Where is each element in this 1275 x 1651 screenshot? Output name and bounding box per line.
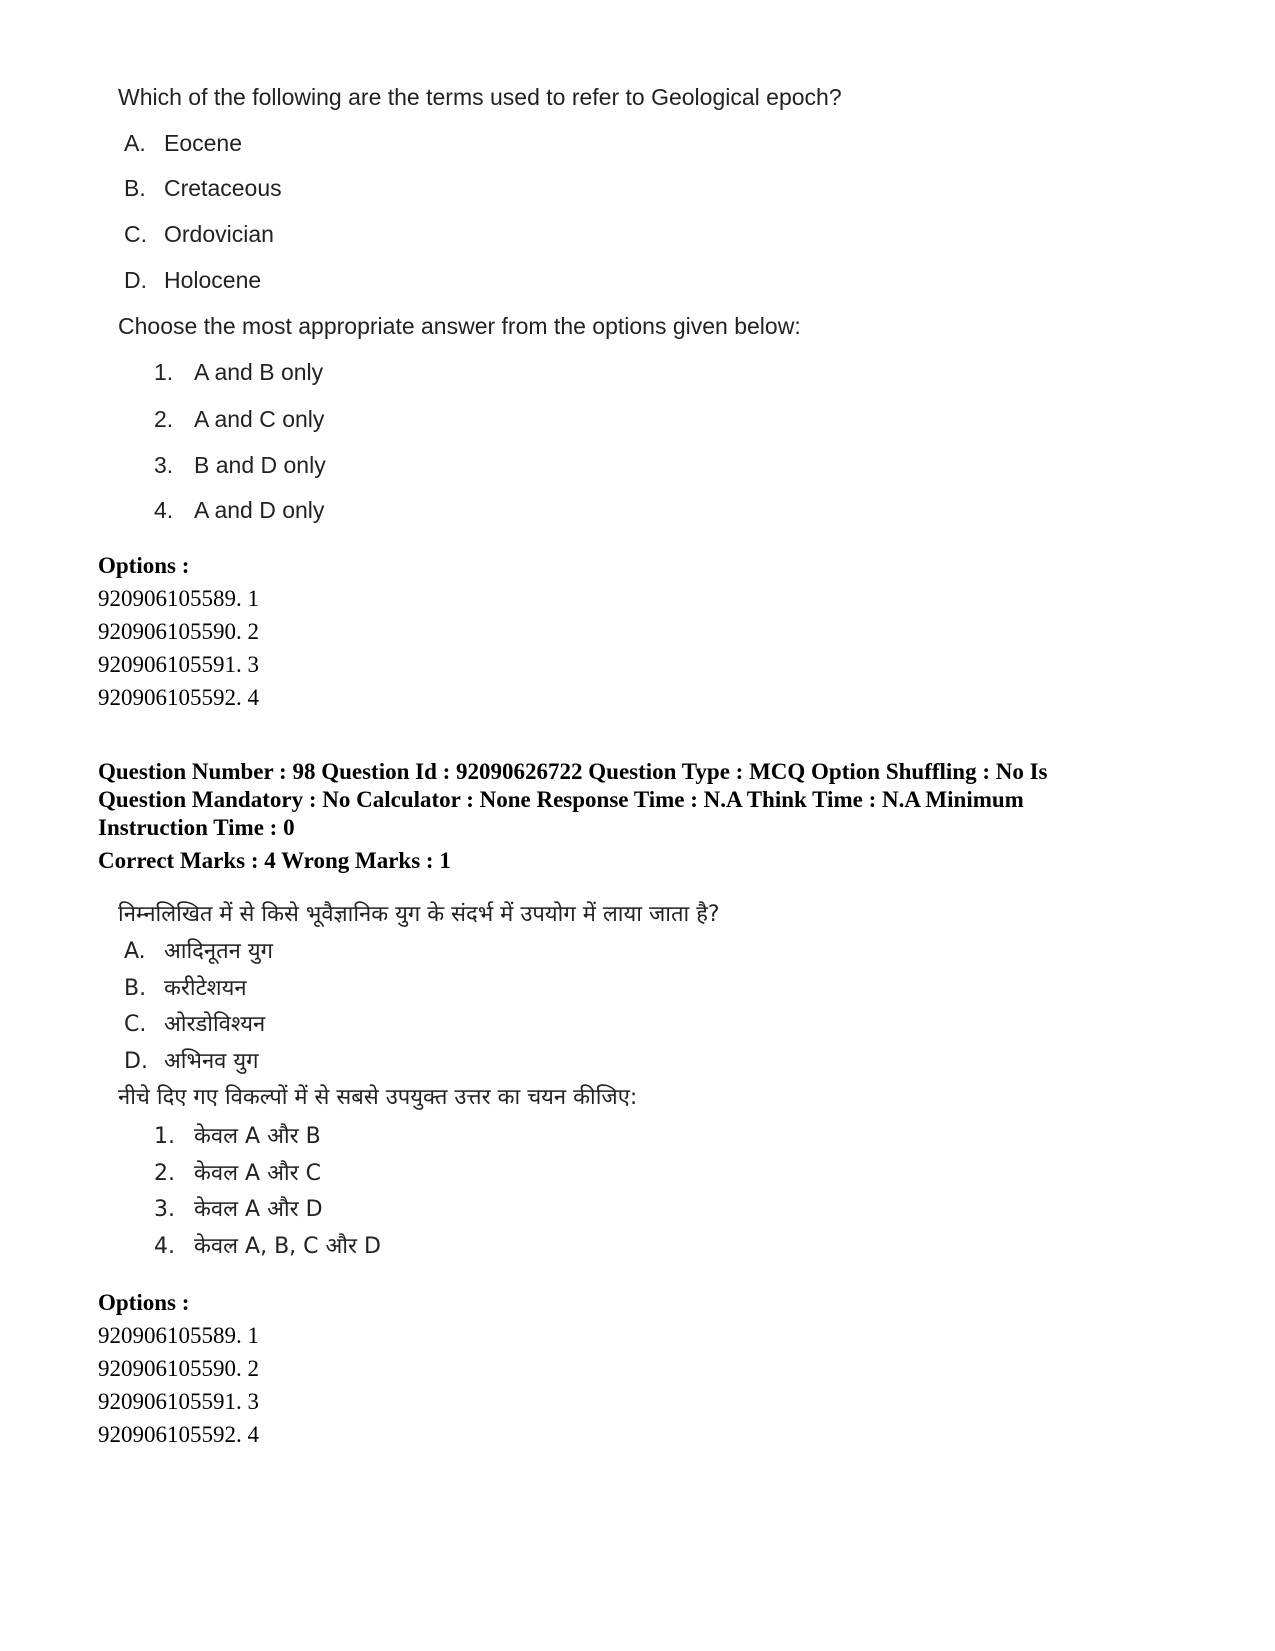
- item-text: Holocene: [164, 267, 262, 293]
- item-label: A.: [124, 130, 146, 156]
- answer-label: 4.: [154, 497, 174, 523]
- list-item: [100, 937, 273, 967]
- list-item: [100, 219, 274, 249]
- list-item: [100, 974, 247, 1004]
- item-label: C.: [124, 1012, 147, 1037]
- options-header: Options :: [98, 553, 190, 578]
- question-metadata: [98, 758, 1218, 875]
- metadata-line: Instruction Time : 0: [98, 815, 295, 840]
- options-list: [98, 1286, 259, 1451]
- answer-choice: [100, 450, 326, 480]
- item-label: C.: [124, 221, 147, 247]
- answer-text: केवल A और C: [194, 1161, 321, 1186]
- list-item: [100, 128, 242, 158]
- option-line: 920906105590. 2: [98, 619, 259, 644]
- marks-line: Correct Marks : 4 Wrong Marks : 1: [98, 848, 451, 873]
- option-line: 920906105592. 4: [98, 685, 259, 710]
- list-item: [100, 173, 282, 203]
- answer-label: 4.: [154, 1234, 175, 1259]
- option-line: 920906105592. 4: [98, 1422, 259, 1447]
- list-item: [100, 1047, 259, 1077]
- options-list: [98, 549, 259, 714]
- options-header: Options :: [98, 1290, 190, 1315]
- metadata-line: Question Mandatory : No Calculator : None Response Time : N.A Think Time : N.A Minimum: [98, 787, 1024, 812]
- answer-choice: [100, 1195, 323, 1225]
- item-label: D.: [124, 267, 147, 293]
- option-line: 920906105591. 3: [98, 652, 259, 677]
- item-label: D.: [124, 1049, 148, 1074]
- answer-text: केवल A और D: [194, 1197, 323, 1222]
- answer-label: 3.: [154, 1197, 175, 1222]
- option-line: 920906105589. 1: [98, 1323, 259, 1348]
- option-line: 920906105591. 3: [98, 1389, 259, 1414]
- item-label: A.: [124, 939, 146, 964]
- option-line: 920906105590. 2: [98, 1356, 259, 1381]
- answer-text: B and D only: [194, 452, 326, 478]
- answer-choice: [100, 1122, 321, 1152]
- list-item: [100, 1010, 265, 1040]
- question-image-hindi: [100, 900, 1000, 1270]
- question-instruction: नीचे दिए गए विकल्पों में से सबसे उपयुक्त उत्तर का चयन कीजिए:: [118, 1085, 638, 1110]
- question-image-english: [100, 82, 1000, 532]
- item-text: Ordovician: [164, 221, 274, 247]
- item-text: अभिनव युग: [164, 1049, 259, 1074]
- answer-choice: [100, 404, 324, 434]
- item-label: B.: [124, 976, 147, 1001]
- answer-label: 1.: [154, 359, 174, 385]
- answer-label: 1.: [154, 1124, 175, 1149]
- answer-label: 2.: [154, 406, 174, 432]
- option-line: 920906105589. 1: [98, 586, 259, 611]
- item-text: ओरडोविश्यन: [164, 1012, 266, 1037]
- item-label: B.: [124, 175, 146, 201]
- item-text: Eocene: [164, 130, 243, 156]
- answer-text: A and D only: [194, 497, 325, 523]
- list-item: [100, 265, 261, 295]
- item-text: करीटेशयन: [164, 976, 247, 1001]
- metadata-line: Question Number : 98 Question Id : 92090626722 Question Type : MCQ Option Shuffling : No Is: [98, 759, 1048, 784]
- answer-choice: [100, 357, 323, 387]
- item-text: Cretaceous: [164, 175, 282, 201]
- item-text: आदिनूतन युग: [164, 939, 273, 964]
- question-stem: निम्नलिखित में से किसे भूवैज्ञानिक युग के संदर्भ में उपयोग में लाया जाता है?: [118, 902, 720, 927]
- question-instruction: Choose the most appropriate answer from the options given below:: [118, 313, 801, 339]
- answer-text: केवल A, B, C और D: [194, 1234, 381, 1259]
- answer-text: A and C only: [194, 406, 325, 432]
- answer-text: केवल A और B: [194, 1124, 321, 1149]
- answer-choice: [100, 495, 324, 525]
- answer-choice: [100, 1232, 381, 1262]
- answer-label: 2.: [154, 1161, 175, 1186]
- answer-label: 3.: [154, 452, 174, 478]
- question-stem: Which of the following are the terms used to refer to Geological epoch?: [118, 84, 842, 110]
- answer-choice: [100, 1159, 321, 1189]
- answer-text: A and B only: [194, 359, 324, 385]
